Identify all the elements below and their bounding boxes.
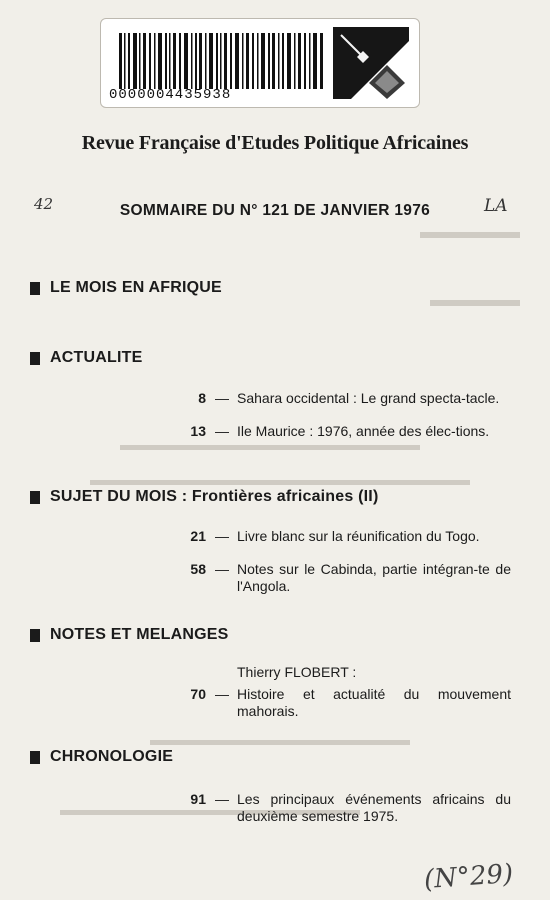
entry-title: Les principaux événements africains du deuxième semestre 1975.: [237, 791, 511, 824]
barcode-bars: [119, 33, 327, 89]
bullet-square-icon: [30, 629, 40, 642]
entry-dash: —: [215, 791, 229, 807]
bullet-square-icon: [30, 751, 40, 764]
section-title: ACTUALITE: [50, 349, 143, 366]
section-sujet-du-mois: [30, 488, 378, 506]
entry-dash: —: [215, 423, 229, 439]
entry-dash: —: [215, 561, 229, 577]
page-number: 70: [190, 686, 206, 702]
entry-title: Histoire et actualité du mouvement mahorais.: [237, 686, 511, 719]
entry-title: Sahara occidental : Le grand specta-tacle.: [237, 390, 500, 406]
handwritten-note-left: 42: [34, 195, 54, 213]
journal-title: Revue Française d'Etudes Politique Africaines: [81, 132, 469, 154]
page-number: 91: [190, 791, 206, 807]
section-title: CHRONOLOGIE: [50, 748, 174, 765]
handwritten-note-bottom: (N°29): [423, 858, 515, 896]
bullet-square-icon: [30, 491, 40, 504]
entry-dash: —: [215, 390, 229, 406]
author-name: Thierry FLOBERT :: [237, 664, 357, 680]
barcode-label: [100, 18, 420, 108]
section-mois-en-afrique: [30, 279, 222, 297]
section-title: SUJET DU MOIS : Frontières africaines (II): [50, 488, 379, 505]
section-title: LE MOIS EN AFRIQUE: [50, 279, 222, 296]
entry-dash: —: [215, 686, 229, 702]
bullet-square-icon: [30, 352, 40, 365]
entry-title: Livre blanc sur la réunification du Togo.: [237, 528, 480, 544]
section-chronologie: [30, 748, 173, 766]
page-number: 21: [190, 528, 206, 544]
page-number: 58: [190, 561, 206, 577]
issue-summary-heading: SOMMAIRE DU N° 121 DE JANVIER 1976: [119, 202, 431, 219]
entry-title: Notes sur le Cabinda, partie intégran-te de l'Angola.: [237, 561, 511, 594]
library-logo-icon: [333, 27, 409, 99]
barcode-number: 0000004435938: [109, 87, 232, 103]
page-number: 13: [190, 423, 206, 439]
bullet-square-icon: [30, 282, 40, 295]
entry-dash: —: [215, 528, 229, 544]
entry-title: Ile Maurice : 1976, année des élec-tions.: [237, 423, 490, 439]
handwritten-note-right: LA: [484, 196, 508, 216]
section-actualite: [30, 349, 142, 367]
page-number: 8: [198, 390, 206, 406]
section-title: NOTES ET MELANGES: [50, 626, 229, 643]
section-notes-et-melanges: [30, 626, 229, 644]
